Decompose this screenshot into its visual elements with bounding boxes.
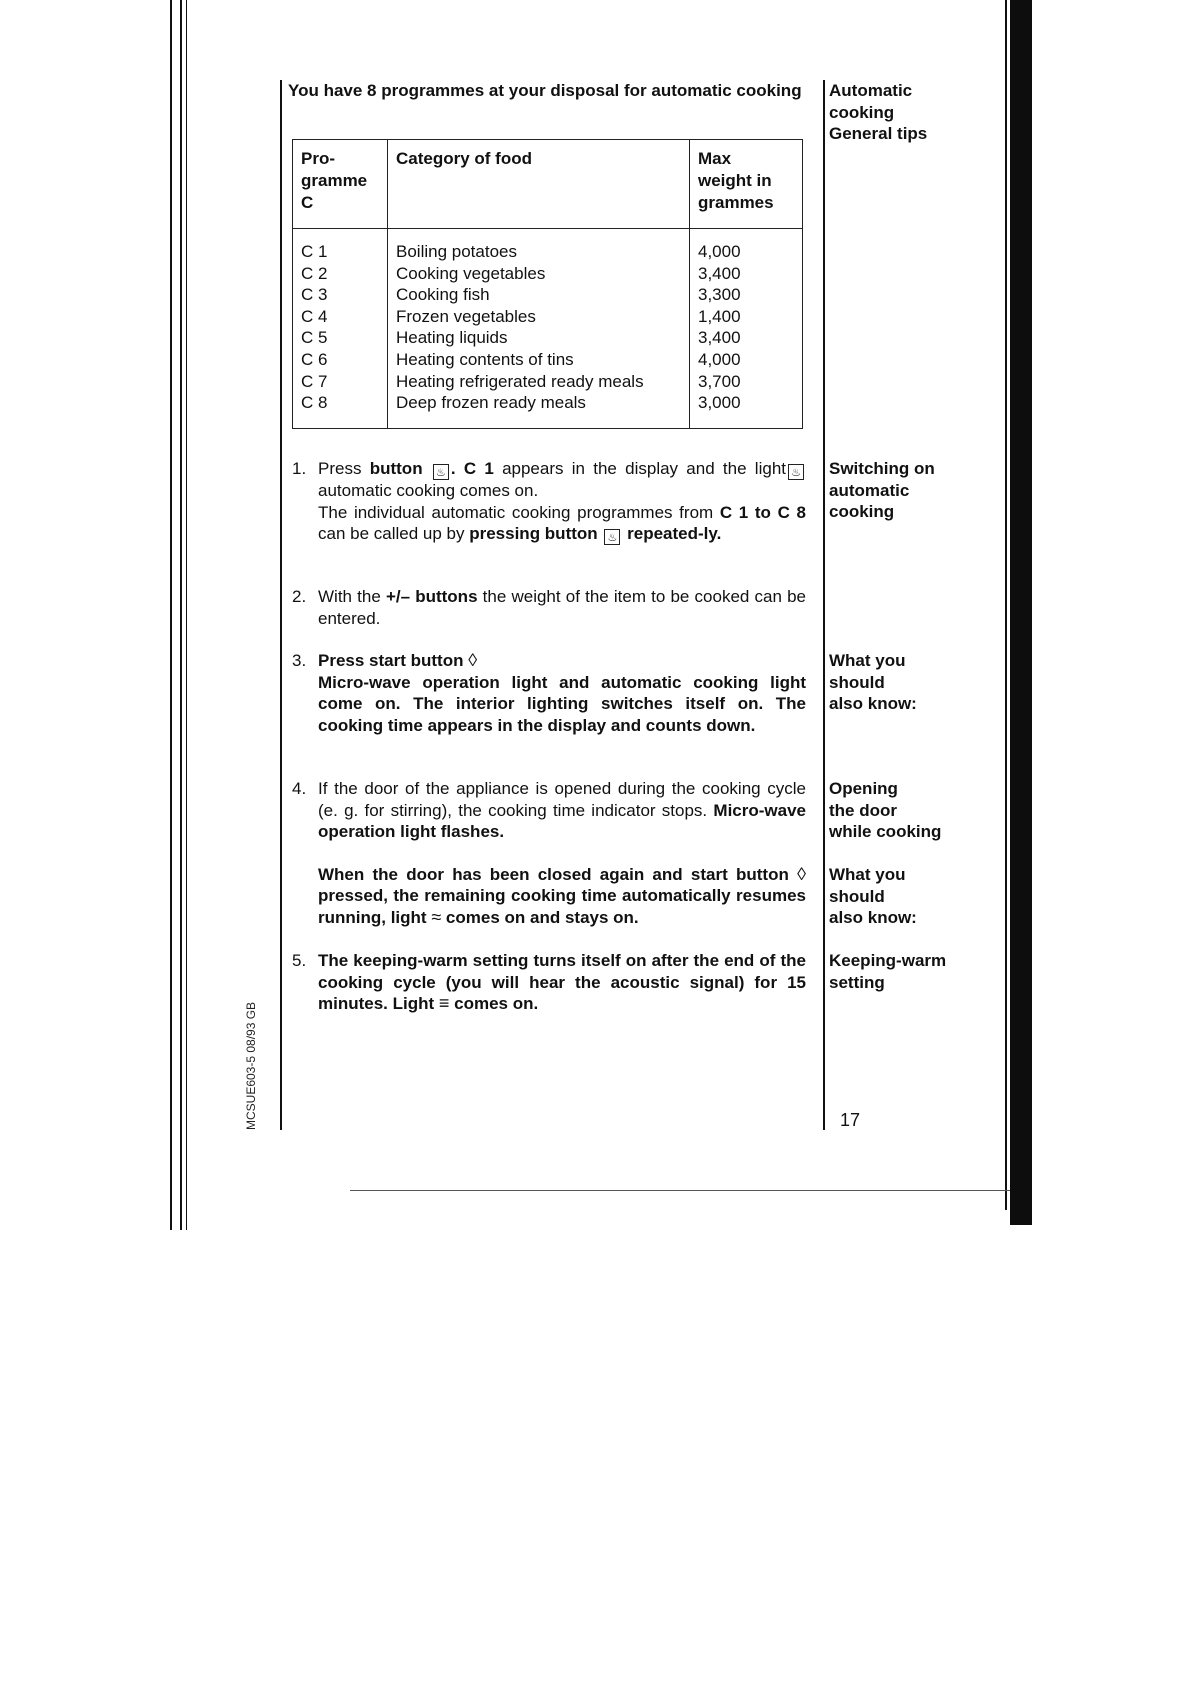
header-category: Category of food bbox=[388, 140, 690, 229]
category-cell: Frozen vegetables bbox=[396, 306, 536, 326]
programme-cell: C 5 bbox=[301, 328, 328, 348]
programme-cell: C 3 bbox=[301, 285, 328, 305]
left-page-edge-line-1 bbox=[170, 0, 172, 1230]
heading-keeping-warm-setting: Keeping-warm setting bbox=[829, 951, 947, 992]
programme-column bbox=[293, 229, 388, 429]
weight-cell: 3,000 bbox=[698, 393, 741, 413]
main-column bbox=[288, 80, 803, 102]
weight-cell: 3,700 bbox=[698, 371, 741, 391]
weight-cell: 3,300 bbox=[698, 285, 741, 305]
step-text: The keeping-warm setting turns itself on after the end of the cooking cycle (you will hear the acoustic signal) for 15 minutes. Light ≡ comes on. bbox=[318, 951, 806, 1014]
programme-cell: C 8 bbox=[301, 393, 328, 413]
main-column-left-rule bbox=[280, 80, 282, 1130]
category-cell: Cooking vegetables bbox=[396, 263, 546, 283]
heading-what-you-should-know-1: What you should also know: bbox=[829, 651, 917, 714]
weight-column bbox=[690, 229, 803, 429]
programme-cell: C 1 bbox=[301, 242, 328, 261]
keep-warm-icon: ≡ bbox=[438, 993, 450, 1014]
header-max-weight: Max weight in grammes bbox=[690, 140, 803, 229]
page-bottom-line bbox=[350, 1190, 1010, 1191]
step-text: Press button ♨ . C 1 appears in the display and the light ♨ automatic cooking comes on. The individual automatic cooking programmes from C 1 to C 8 can be called up by pressing button ♨ repeated-ly. bbox=[318, 459, 806, 545]
programme-cell: C 4 bbox=[301, 306, 328, 326]
page-number: 17 bbox=[840, 1110, 861, 1130]
weight-cell: 4,000 bbox=[698, 242, 741, 261]
header-programme: Pro- gramme C bbox=[293, 140, 388, 229]
step-number: 3. bbox=[292, 651, 307, 670]
heading-opening-the-door: Opening the door while cooking bbox=[829, 779, 942, 842]
table-body-row bbox=[293, 229, 803, 429]
programme-cell: C 2 bbox=[301, 263, 328, 283]
heading-what-you-should-know-2: What you should also know: bbox=[829, 865, 917, 928]
programme-cell: C 6 bbox=[301, 349, 328, 369]
auto-cooking-icon: ♨ bbox=[788, 464, 804, 480]
weight-cell: 1,400 bbox=[698, 306, 741, 326]
step-number: 4. bbox=[292, 779, 307, 798]
auto-cooking-icon: ♨ bbox=[433, 464, 449, 480]
intro-heading: You have 8 programmes at your disposal for automatic cooking bbox=[288, 81, 802, 100]
category-column bbox=[388, 229, 690, 429]
category-cell: Boiling potatoes bbox=[396, 242, 517, 261]
right-page-edge-line bbox=[1005, 0, 1007, 1210]
start-icon: ◊ bbox=[797, 863, 806, 884]
weight-cell: 4,000 bbox=[698, 349, 741, 369]
programme-cell: C 7 bbox=[301, 371, 328, 391]
microwave-waves-icon: ≈ bbox=[431, 906, 442, 927]
left-page-edge-line-2 bbox=[180, 0, 182, 1230]
heading-switching-on: Switching on automatic cooking bbox=[829, 459, 935, 522]
auto-cooking-icon: ♨ bbox=[604, 529, 620, 545]
category-cell: Heating refrigerated ready meals bbox=[396, 371, 644, 391]
start-icon: ◊ bbox=[468, 650, 478, 670]
category-cell: Cooking fish bbox=[396, 285, 490, 305]
category-cell: Heating liquids bbox=[396, 328, 508, 348]
category-cell: Heating contents of tins bbox=[396, 349, 574, 369]
weight-cell: 3,400 bbox=[698, 263, 741, 283]
step-text: Press start button ◊ Micro-wave operation light and automatic cooking light come on. The interior lighting switches itself on. The cooking time appears in the display and counts down. bbox=[318, 650, 806, 735]
side-document-code: MCSUE603-5 08/93 GB bbox=[244, 1001, 258, 1130]
table-header-row bbox=[293, 140, 803, 229]
column-divider-rule bbox=[823, 80, 825, 1130]
left-page-edge-line-3 bbox=[186, 0, 187, 1230]
step-text: If the door of the appliance is opened during the cooking cycle (e. g. for stirring), the cooking time indicator stops. Micro-wave operation light flashes. When the door has been closed again and start button ◊ pressed, the remaining cooking time automatically resumes running, light ≈ comes on and stays on. bbox=[318, 779, 806, 927]
category-cell: Deep frozen ready meals bbox=[396, 393, 586, 413]
right-page-edge bbox=[1010, 0, 1032, 1225]
step-number: 5. bbox=[292, 951, 307, 970]
step-number: 1. bbox=[292, 459, 307, 478]
heading-automatic-cooking-general-tips: Automatic cooking General tips bbox=[829, 81, 928, 144]
programme-table bbox=[292, 139, 803, 429]
step-number: 2. bbox=[292, 587, 307, 606]
step-text: With the +/– buttons the weight of the item to be cooked can be entered. bbox=[318, 587, 806, 628]
weight-cell: 3,400 bbox=[698, 328, 741, 348]
